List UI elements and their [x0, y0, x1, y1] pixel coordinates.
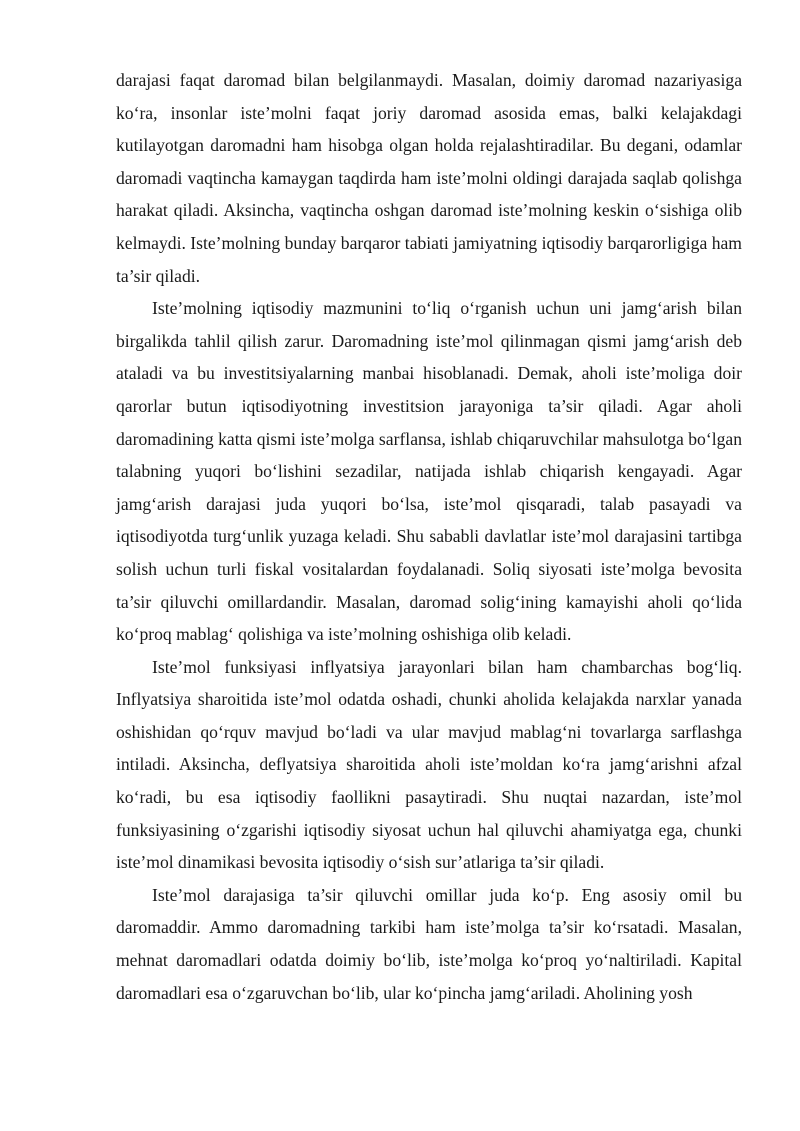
paragraph-1: darajasi faqat daromad bilan belgilanmaydi. Masalan, doimiy daromad nazariyasiga ko‘ra, insonlar iste’molni faqat joriy daromad asosida emas, balki kelajakdagi kutilayotgan daromadni ham hisobga olgan holda rejalashtiradilar. Bu degani, odamlar daromadi vaqtincha kamaygan taqdirda ham iste’molni oldingi darajada saqlab qolishga harakat qiladi. Aksincha, vaqtincha oshgan daromad iste’molning keskin o‘sishiga olib kelmaydi. Iste’molning bunday barqaror tabiati jamiyatning iqtisodiy barqarorligiga ham ta’sir qiladi. — [116, 70, 742, 286]
paragraph-2: Iste’molning iqtisodiy mazmunini to‘liq o‘rganish uchun uni jamg‘arish bilan birgalikda tahlil qilish zarur. Daromadning iste’mol qilinmagan qismi jamg‘arish deb ataladi va bu investitsiyalarning manbai hisoblanadi. Demak, aholi iste’moliga doir qarorlar butun iqtisodiyotning investitsion jarayoniga ta’sir qiladi. Agar aholi daromadining katta qismi iste’molga sarflansa, ishlab chiqaruvchilar mahsulotga bo‘lgan talabning yuqori bo‘lishini sezadilar, natijada ishlab chiqarish kengayadi. Agar jamg‘arish darajasi juda yuqori bo‘lsa, iste’mol qisqaradi, talab pasayadi va iqtisodiyotda turg‘unlik yuzaga keladi. Shu sababli davlatlar iste’mol darajasini tartibga solish uchun turli fiskal vositalardan foydalanadi. Soliq siyosati iste’molga bevosita ta’sir qiluvchi omillardandir. Masalan, daromad solig‘ining kamayishi aholi qo‘lida ko‘proq mablag‘ qolishiga va iste’molning oshishiga olib keladi. — [116, 298, 742, 645]
document-page — [116, 64, 742, 1009]
paragraph-3: Iste’mol funksiyasi inflyatsiya jarayonlari bilan ham chambarchas bog‘liq. Inflyatsiya sharoitida iste’mol odatda oshadi, chunki aholida kelajakda narxlar yanada oshishidan qo‘rquv mavjud bo‘ladi va ular mavjud mablag‘ni tovarlarga sarflashga intiladi. Aksincha, deflyatsiya sharoitida aholi iste’moldan ko‘ra jamg‘arishni afzal ko‘radi, bu esa iqtisodiy faollikni pasaytiradi. Shu nuqtai nazardan, iste’mol funksiyasining o‘zgarishi iqtisodiy siyosat uchun hal qiluvchi ahamiyatga ega, chunki iste’mol dinamikasi bevosita iqtisodiy o‘sish sur’atlariga ta’sir qiladi. — [116, 656, 742, 873]
paragraph-4: Iste’mol darajasiga ta’sir qiluvchi omillar juda ko‘p. Eng asosiy omil bu daromaddir. Ammo daromadning tarkibi ham iste’molga ta’sir ko‘rsatadi. Masalan, mehnat daromadlari odatda doimiy bo‘lib, iste’molga ko‘proq yo‘naltiriladi. Kapital daromadlari esa o‘zgaruvchan bo‘lib, ular ko‘pincha jamg‘ariladi. Aholining yosh — [116, 884, 742, 1003]
